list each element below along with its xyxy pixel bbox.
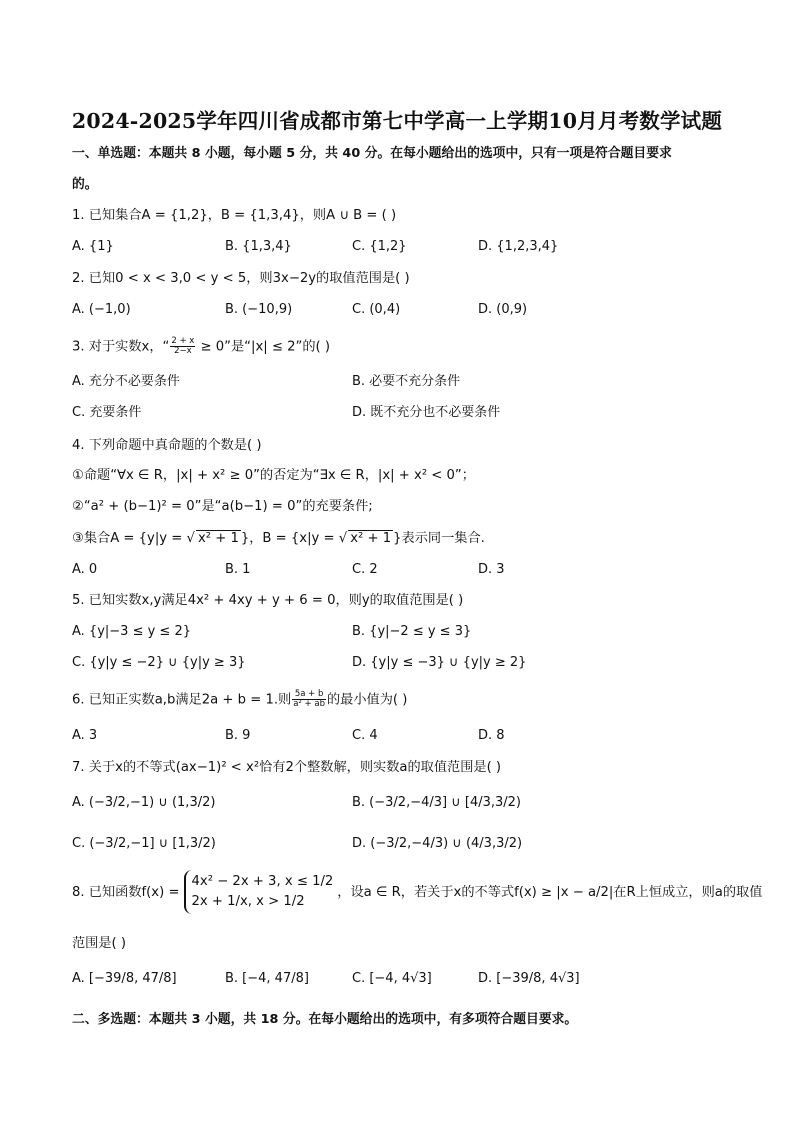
q4-s3-pre: ③集合A = {y|y = (72, 531, 187, 546)
q5-option-c: C. {y|y ≤ −2} ∪ {y|y ≥ 3} (72, 655, 246, 670)
section1-heading-line2: 的。 (72, 177, 98, 192)
q6-fraction-numerator: 5a + b (292, 690, 326, 700)
q8-stem-line2: 范围是( ) (72, 936, 127, 951)
q8-option-c: C. [−4, 4√3] (352, 971, 432, 986)
q7-option-a: A. (−3/2,−1) ∪ (1,3/2) (72, 795, 216, 810)
q4-s3-post: }表示同一集合. (393, 531, 485, 546)
q3-option-d: D. 既不充分也不必要条件 (352, 405, 501, 420)
q7-option-d: D. (−3/2,−4/3) ∪ (4/3,3/2) (352, 836, 523, 851)
q6-fraction-denominator: a² + ab (293, 699, 325, 709)
q3-option-b: B. 必要不充分条件 (352, 374, 461, 389)
q8-option-a: A. [−39/8, 47/8] (72, 971, 177, 986)
q8-option-b: B. [−4, 47/8] (225, 971, 309, 986)
q3-stem-pre: 3. 对于实数x，“ (72, 339, 170, 355)
q4-s3-mid: }，B = {x|y = (240, 531, 339, 546)
q8-option-d: D. [−39/8, 4√3] (478, 971, 580, 986)
q2-option-c: C. (0,4) (352, 302, 401, 317)
q8-case-2: 2x + 1/x, x > 1/2 (191, 894, 305, 909)
q4-option-d: D. 3 (478, 562, 505, 577)
q4-option-b: B. 1 (225, 562, 251, 577)
q1-option-a: A. {1} (72, 239, 114, 254)
q7-option-c: C. (−3/2,−1] ∪ [1,3/2) (72, 836, 216, 851)
q6-option-c: C. 4 (352, 728, 378, 743)
exam-title: 2024-2025学年四川省成都市第七中学高一上学期10月月考数学试题 (71, 109, 723, 133)
q2-option-b: B. (−10,9) (225, 302, 293, 317)
q8-case-1: 4x² − 2x + 3, x ≤ 1/2 (191, 874, 334, 889)
q5-option-d: D. {y|y ≤ −3} ∪ {y|y ≥ 2} (352, 655, 527, 670)
q3-stem (72, 337, 330, 357)
q5-stem: 5. 已知实数x,y满足4x² + 4xy + y + 6 = 0，则y的取值范围是( ) (72, 593, 464, 608)
q3-stem-post: ≥ 0”是“|x| ≤ 2”的( ) (196, 339, 331, 355)
q8-stem-post: ，设a ∈ R，若关于x的不等式f(x) ≥ |x − a/2|在R上恒成立，则a的取值 (337, 885, 763, 900)
q1-stem: 1. 已知集合A = {1,2}，B = {1,3,4}，则A ∪ B = ( ) (72, 208, 397, 223)
q3-fraction (170, 337, 195, 356)
q3-fraction-numerator: 2 + x (171, 336, 195, 346)
q3-option-a: A. 充分不必要条件 (72, 374, 180, 389)
section2-heading: 二、多选题：本题共 3 小题，共 18 分。在每小题给出的选项中，有多项符合题目要求。 (72, 1012, 578, 1027)
q7-stem: 7. 关于x的不等式(ax−1)² < x²恰有2个整数解，则实数a的取值范围是( ) (72, 760, 502, 775)
q4-statement-1: ①命题“∀x ∈ R，|x| + x² ≥ 0”的否定为“∃x ∈ R，|x| + x² < 0”； (72, 468, 475, 483)
q8-stem-pre: 8. 已知函数f(x) = (72, 885, 180, 900)
q1-option-d: D. {1,2,3,4} (478, 239, 559, 254)
q8-piecewise (184, 870, 334, 914)
q4-statement-3: ③集合A = {y|y = √ x² + 1 }，B = {x|y = √ x² + 1 }表示同一集合. (72, 531, 485, 546)
q4-stem: 4. 下列命题中真命题的个数是( ) (72, 438, 262, 453)
q4-s3-radicand-1: x² + 1 (197, 531, 239, 546)
q6-fraction (292, 690, 326, 709)
q6-stem-pre: 6. 已知正实数a,b满足2a + b = 1.则 (72, 692, 292, 708)
q2-option-d: D. (0,9) (478, 302, 528, 317)
q1-option-c: C. {1,2} (352, 239, 407, 254)
q1-option-b: B. {1,3,4} (225, 239, 292, 254)
q4-option-c: C. 2 (352, 562, 378, 577)
q3-fraction-denominator: 2−x (174, 346, 192, 356)
q2-stem: 2. 已知0 < x < 3,0 < y < 5，则3x−2y的取值范围是( ) (72, 271, 410, 286)
q5-option-a: A. {y|−3 ≤ y ≤ 2} (72, 624, 191, 639)
section1-heading-line1: 一、单选题：本题共 8 小题，每小题 5 分，共 40 分。在每小题给出的选项中，只有一项是符合题目要求 (72, 146, 672, 161)
q4-statement-2: ②“a² + (b−1)² = 0”是“a(b−1) = 0”的充要条件; (72, 499, 373, 514)
q4-s3-radicand-2: x² + 1 (350, 531, 392, 546)
q8-stem (72, 870, 762, 914)
q6-stem-post: 的最小值为( ) (326, 692, 408, 708)
q6-option-a: A. 3 (72, 728, 98, 743)
q6-option-d: D. 8 (478, 728, 505, 743)
q6-option-b: B. 9 (225, 728, 251, 743)
q3-option-c: C. 充要条件 (72, 405, 142, 420)
q5-option-b: B. {y|−2 ≤ y ≤ 3} (352, 624, 472, 639)
q4-option-a: A. 0 (72, 562, 98, 577)
q7-option-b: B. (−3/2,−4/3] ∪ [4/3,3/2) (352, 795, 521, 810)
q6-stem (72, 690, 407, 710)
q2-option-a: A. (−1,0) (72, 302, 131, 317)
